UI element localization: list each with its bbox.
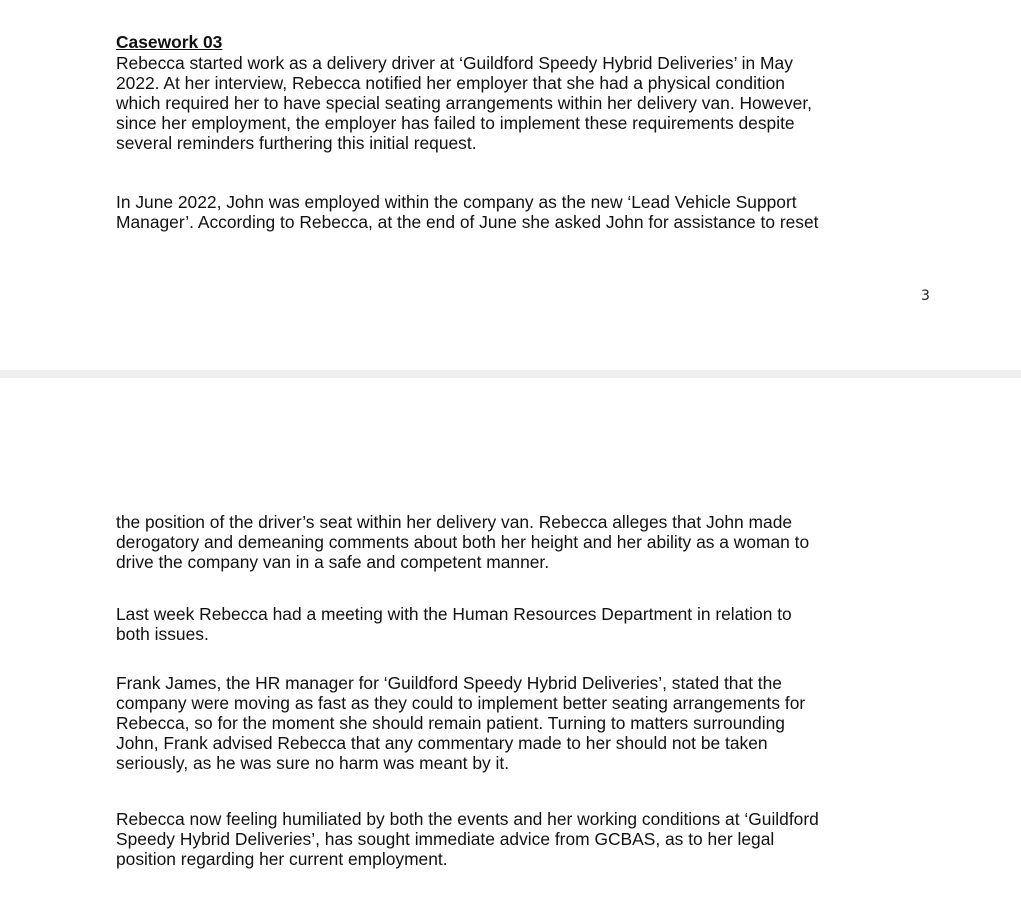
paragraph-5: Rebecca now feeling humiliated by both the events and her working conditions at ‘Guildford Speedy Hybrid Deliveries’, has sought immediate advice from GCBAS, as to her legal position regarding her current employment. bbox=[116, 809, 819, 869]
paragraph-2-continued: the position of the driver’s seat within her delivery van. Rebecca alleges that John made derogatory and demeaning comments about both her height and her ability as a woman to drive the company van in a safe and competent manner. bbox=[116, 512, 810, 572]
document-page-bottom bbox=[0, 378, 1021, 912]
page-number: 3 bbox=[921, 288, 930, 304]
paragraph-1: Rebecca started work as a delivery driver at ‘Guildford Speedy Hybrid Deliveries’ in May 2022. At her interview, Rebecca notified her employer that she had a physical condition which required her to have special seating arrangements within her delivery van. However, since her employment, the employer has failed to implement these requirements despite several reminders furthering this initial request. bbox=[116, 53, 812, 153]
casework-heading: Casework 03 bbox=[116, 32, 223, 52]
paragraph-4: Frank James, the HR manager for ‘Guildford Speedy Hybrid Deliveries’, stated that the company were moving as fast as they could to implement better seating arrangements for Rebecca, so for the moment she should remain patient. Turning to matters surrounding John, Frank advised Rebecca that any commentary made to her should not be taken seriously, as he was sure no harm was meant by it. bbox=[116, 673, 806, 773]
paragraph-2: In June 2022, John was employed within the company as the new ‘Lead Vehicle Support Manager’. According to Rebecca, at the end of June she asked John for assistance to reset bbox=[116, 192, 819, 232]
page-separator bbox=[0, 370, 1021, 378]
document-page-top bbox=[0, 0, 1021, 370]
paragraph-3: Last week Rebecca had a meeting with the Human Resources Department in relation to both issues. bbox=[116, 604, 792, 644]
